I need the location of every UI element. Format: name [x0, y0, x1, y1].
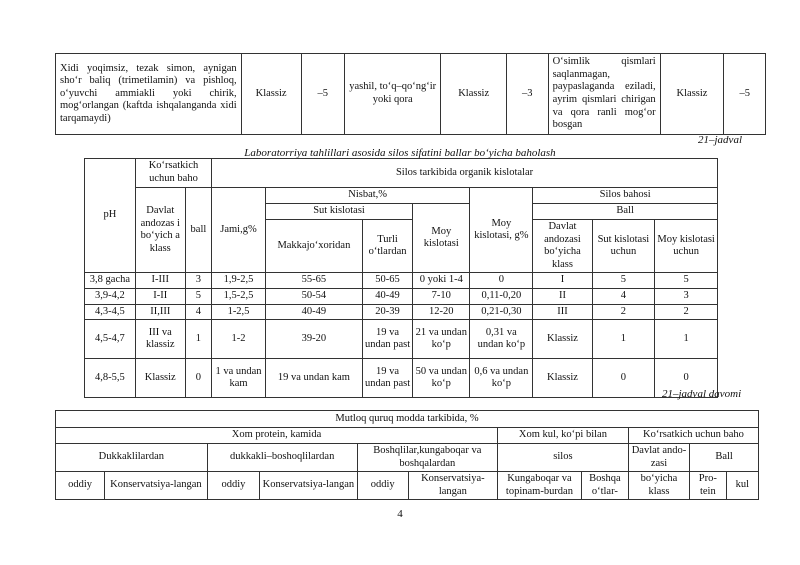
color-description-cell: yashil, to‘q–qo‘ng‘ir yoki qora — [345, 54, 441, 135]
score-cell: –5 — [301, 54, 344, 135]
cell: 3 — [655, 288, 718, 304]
cell: Klassiz — [533, 320, 592, 359]
cell: I — [533, 273, 592, 289]
header-other-grasses: Boshqa o‘tlar- — [581, 472, 628, 500]
cell: I-II — [135, 288, 185, 304]
cell: 55-65 — [265, 273, 362, 289]
cell: 19 va undan past — [362, 320, 412, 359]
cell: 1 — [185, 320, 211, 359]
cell: 19 va undan kam — [265, 359, 362, 398]
header-various-grass: Turli o‘tlardan — [362, 220, 412, 273]
cell: 7-10 — [413, 288, 470, 304]
cell: 19 va undan past — [362, 359, 412, 398]
cell: 1 — [655, 320, 718, 359]
cell: 4 — [592, 288, 655, 304]
silos-quality-table — [84, 158, 718, 398]
cell: 5 — [185, 288, 211, 304]
table-row — [56, 54, 766, 135]
cell: 1,5-2,5 — [212, 288, 266, 304]
cell: II,III — [135, 304, 185, 320]
header-indicator-score: Ko‘rsatkich uchun baho — [628, 428, 758, 444]
cell: 3,8 gacha — [85, 273, 136, 289]
cell: 4 — [185, 304, 211, 320]
header-organic-acids: Silos tarkibida organik kislotalar — [212, 159, 718, 188]
cell: 0 — [470, 273, 533, 289]
table-row — [85, 304, 718, 320]
cell: III va klassiz — [135, 320, 185, 359]
cell: 40-49 — [265, 304, 362, 320]
cell: 12-20 — [413, 304, 470, 320]
header-silos-grade: Silos bahosi — [533, 188, 718, 204]
cell: 3 — [185, 273, 211, 289]
header-legume-cereals: dukkakli–boshoqlilardan — [207, 444, 357, 472]
header-ball: Ball — [690, 444, 759, 472]
cell: 5 — [655, 273, 718, 289]
header-ball: ball — [185, 188, 211, 273]
table-row — [85, 288, 718, 304]
cell: 1-2 — [212, 320, 266, 359]
cell: 2 — [592, 304, 655, 320]
cell: 0,11-0,20 — [470, 288, 533, 304]
header-for-butyric: Moy kislotasi uchun — [655, 220, 718, 273]
cell: 0 — [592, 359, 655, 398]
smell-description-cell: Xidi yoqimsiz, tezak simon, aynigan sho‘r baliq (trimetilamin) va pishloq, o‘yuvchi ammiakli yoki chirik, mog‘orlangan (kaftda ishqalanganda xidi tarqamaydi) — [56, 54, 242, 135]
cell: 50 va undan ko‘p — [413, 359, 470, 398]
header-ordinary: oddiy — [56, 472, 105, 500]
cell: 1 va undan kam — [212, 359, 266, 398]
cell: 0,31 va undan ko‘p — [470, 320, 533, 359]
cell: 3,9-4,2 — [85, 288, 136, 304]
cell: Klassiz — [533, 359, 592, 398]
dry-matter-table — [55, 410, 759, 500]
cell: 1-2,5 — [212, 304, 266, 320]
header-state-standard-class-2: Davlat andozasi bo‘yicha klass — [533, 220, 592, 273]
header-by-class: bo‘yicha klass — [628, 472, 689, 500]
header-conserved: Konservatsiya-langan — [260, 472, 357, 500]
header-ordinary: oddiy — [207, 472, 260, 500]
cell: Klassiz — [135, 359, 185, 398]
cell: 1,9-2,5 — [212, 273, 266, 289]
table-title: Laboratorriya tahlillari asosida silos sifatini ballar bo‘yicha baholash — [244, 147, 556, 159]
header-ash: kul — [726, 472, 758, 500]
header-conserved: Konservatsiya-langan — [408, 472, 497, 500]
header-ratio: Nisbat,% — [265, 188, 470, 204]
class-cell: Klassiz — [660, 54, 724, 135]
header-silos: silos — [498, 444, 629, 472]
cell: 2 — [655, 304, 718, 320]
page-number: 4 — [397, 508, 403, 520]
cell: 5 — [592, 273, 655, 289]
table-label: 21–jadval — [698, 134, 742, 146]
header-crude-protein: Xom protein, kamida — [56, 428, 498, 444]
cell: 0 yoki 1-4 — [413, 273, 470, 289]
cell: II — [533, 288, 592, 304]
header-dry-matter: Mutloq quruq modda tarkibida, % — [56, 411, 759, 428]
class-cell: Klassiz — [441, 54, 507, 135]
cell: 0 — [185, 359, 211, 398]
header-protein: Pro-tein — [690, 472, 726, 500]
class-cell: Klassiz — [241, 54, 301, 135]
structure-description-cell: O‘simlik qismlari saqlanmagan, paypaslaganda eziladi, ayrim qismlari chirigan va qora ranli mog‘or bosgan — [548, 54, 660, 135]
header-cereals-sunflower: Boshqlilar,kungaboqar va boshqalardan — [357, 444, 497, 472]
header-butyric-acid-g: Moy kislotasi, g% — [470, 188, 533, 273]
cell: 50-65 — [362, 273, 412, 289]
header-indicator-score: Ko‘rsatkich uchun baho — [135, 159, 211, 188]
header-legumes: Dukkaklilardan — [56, 444, 208, 472]
header-ph: pH — [85, 159, 136, 273]
cell: 39-20 — [265, 320, 362, 359]
cell: 0,6 va undan ko‘p — [470, 359, 533, 398]
cell: 21 va undan ko‘p — [413, 320, 470, 359]
cell: 1 — [592, 320, 655, 359]
cell: III — [533, 304, 592, 320]
cell: 4,3-4,5 — [85, 304, 136, 320]
header-for-lactic: Sut kislotasi uchun — [592, 220, 655, 273]
cell: 4,8-5,5 — [85, 359, 136, 398]
cell: 4,5-4,7 — [85, 320, 136, 359]
score-cell: –5 — [724, 54, 766, 135]
header-butyric-acid: Moy kislotasi — [413, 204, 470, 273]
header-sunflower-topinambur: Kungaboqar va topinam-burdan — [498, 472, 582, 500]
header-ball-group: Ball — [533, 204, 718, 220]
header-crude-ash: Xom kul, ko‘pi bilan — [498, 428, 629, 444]
cell: 40-49 — [362, 288, 412, 304]
table-row — [85, 359, 718, 398]
score-cell: –3 — [507, 54, 549, 135]
header-state-standard-class: Davlat andozas i bo‘yich a klass — [135, 188, 185, 273]
table-row — [85, 320, 718, 359]
cell: 50-54 — [265, 288, 362, 304]
header-total: Jami,g% — [212, 188, 266, 273]
cell: I-III — [135, 273, 185, 289]
top-table — [55, 53, 766, 135]
header-lactic-acid: Sut kislotasi — [265, 204, 412, 220]
header-corn: Makkajo‘xoridan — [265, 220, 362, 273]
cell: 0,21-0,30 — [470, 304, 533, 320]
table-row — [85, 273, 718, 289]
cell: 0 — [655, 359, 718, 398]
header-conserved: Konservatsiya-langan — [105, 472, 208, 500]
cell: 20-39 — [362, 304, 412, 320]
header-ordinary: oddiy — [357, 472, 408, 500]
table-label: 21–jadval davomi — [662, 388, 742, 400]
header-state-standard: Davlat ando-zasi — [628, 444, 689, 472]
